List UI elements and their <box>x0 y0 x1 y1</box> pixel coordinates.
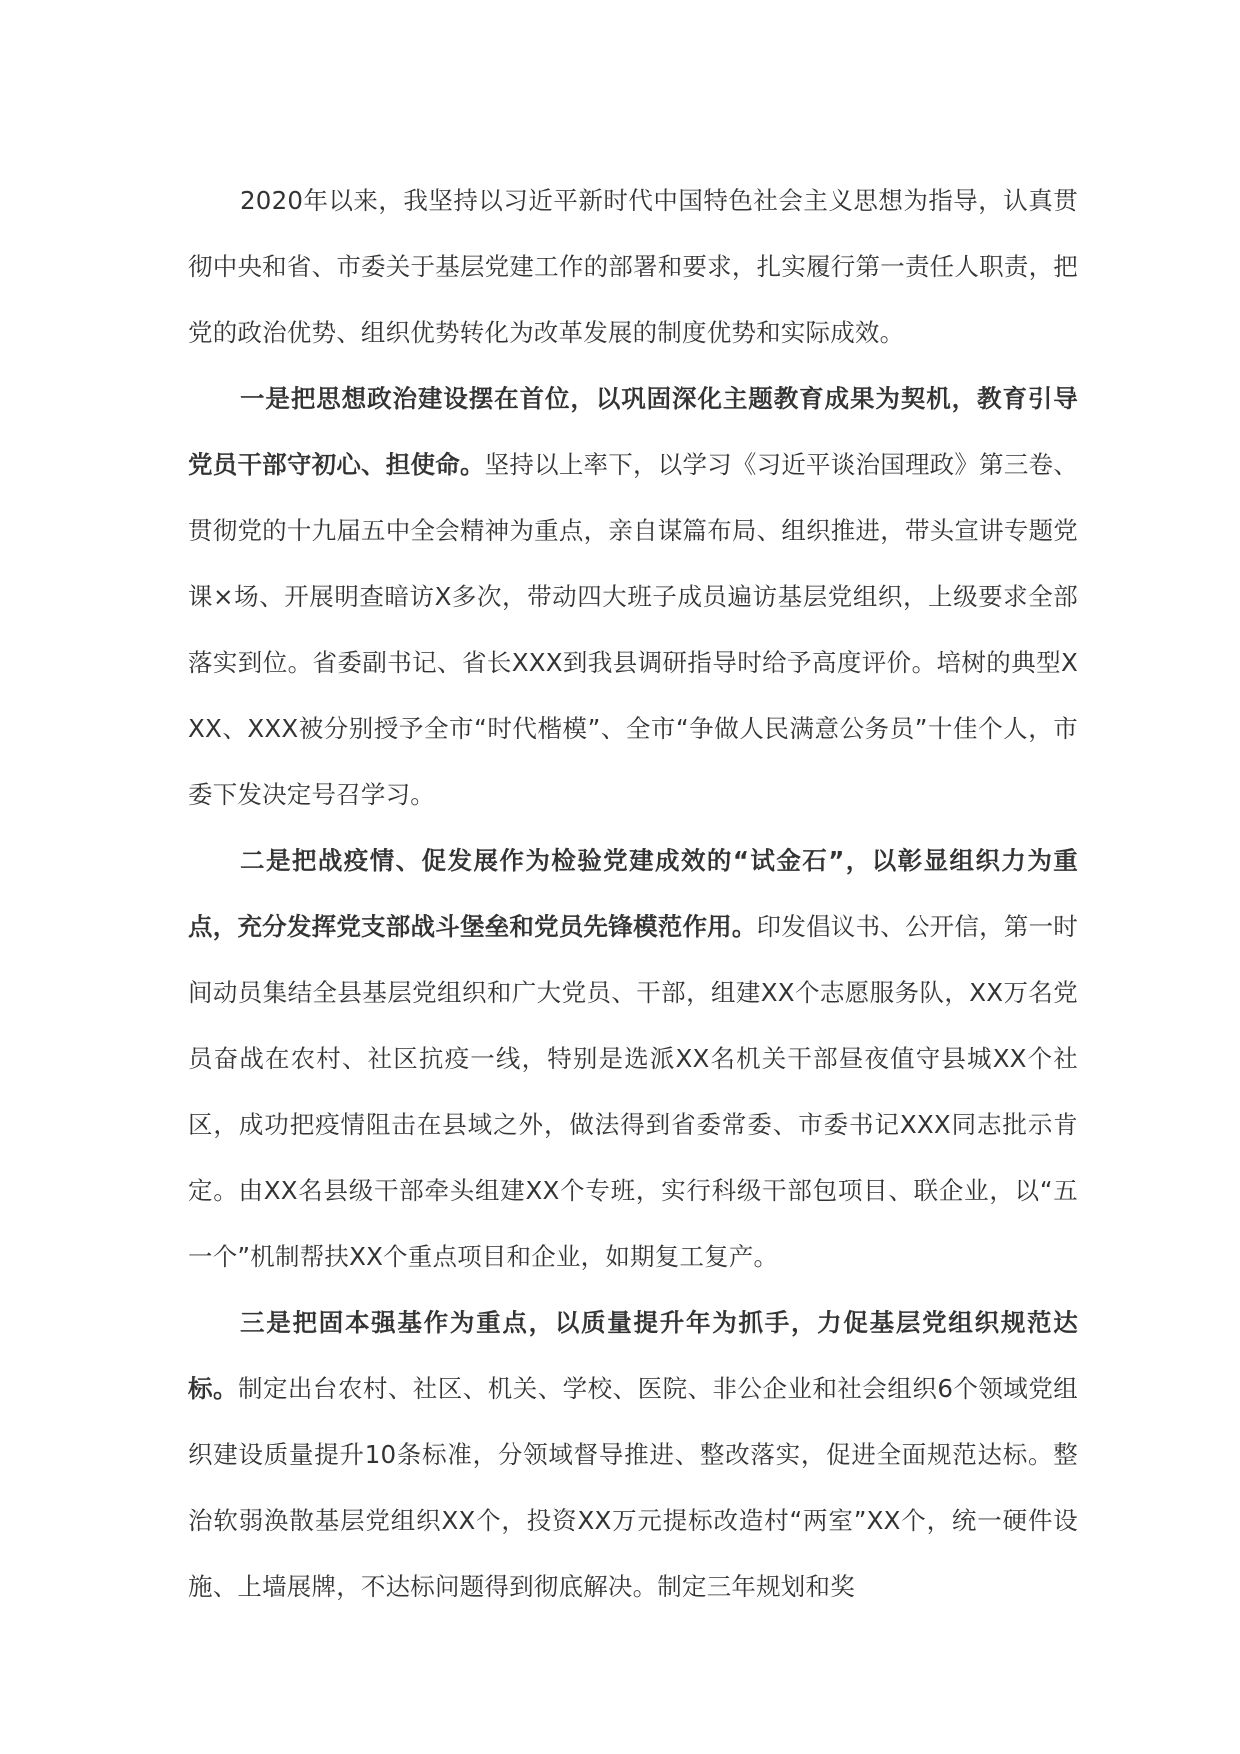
paragraph-point-two <box>188 828 1078 1290</box>
paragraph-lead: 二是把战疫情、促发展作为检验党建成效的“试金石”，以彰显组织力为重点，充分发挥党支部战斗堡垒和党员先锋模范作用。 <box>188 846 1078 941</box>
paragraph-text: 印发倡议书、公开信，第一时间动员集结全县基层党组织和广大党员、干部，组建XX个志愿服务队，XX万名党员奋战在农村、社区抗疫一线，特别是选派XX名机关干部昼夜值守县城XX个社区，成功把疫情阻击在县域之外，做法得到省委常委、市委书记XXX同志批示肯定。由XX名县级干部牵头组建XX个专班，实行科级干部包项目、联企业，以“五一个”机制帮扶XX个重点项目和企业，如期复工复产。 <box>188 912 1078 1271</box>
paragraph-text: 坚持以上率下，以学习《习近平谈治国理政》第三卷、贯彻党的十九届五中全会精神为重点，亲自谋篇布局、组织推进，带头宣讲专题党课×场、开展明查暗访X多次，带动四大班子成员遍访基层党组织，上级要求全部落实到位。省委副书记、省长XXX到我县调研指导时给予高度评价。培树的典型XXX、XXX被分别授予全市“时代楷模”、全市“争做人民满意公务员”十佳个人，市委下发决定号召学习。 <box>188 450 1078 809</box>
paragraph-lead: 一是把思想政治建设摆在首位，以巩固深化主题教育成果为契机，教育引导党员干部守初心、担使命。 <box>188 384 1078 479</box>
paragraph-point-three <box>188 1290 1078 1620</box>
paragraph-point-one <box>188 366 1078 828</box>
paragraph-intro <box>188 168 1078 366</box>
document-body <box>188 168 1078 1620</box>
paragraph-text: 2020年以来，我坚持以习近平新时代中国特色社会主义思想为指导，认真贯彻中央和省、市委关于基层党建工作的部署和要求，扎实履行第一责任人职责，把党的政治优势、组织优势转化为改革发展的制度优势和实际成效。 <box>188 186 1078 347</box>
paragraph-lead: 三是把固本强基作为重点，以质量提升年为抓手，力促基层党组织规范达标。 <box>188 1308 1078 1403</box>
paragraph-text: 制定出台农村、社区、机关、学校、医院、非公企业和社会组织6个领域党组织建设质量提升10条标准，分领域督导推进、整改落实，促进全面规范达标。整治软弱涣散基层党组织XX个，投资XX万元提标改造村“两室”XX个，统一硬件设施、上墙展牌，不达标问题得到彻底解决。制定三年规划和奖 <box>188 1374 1079 1601</box>
